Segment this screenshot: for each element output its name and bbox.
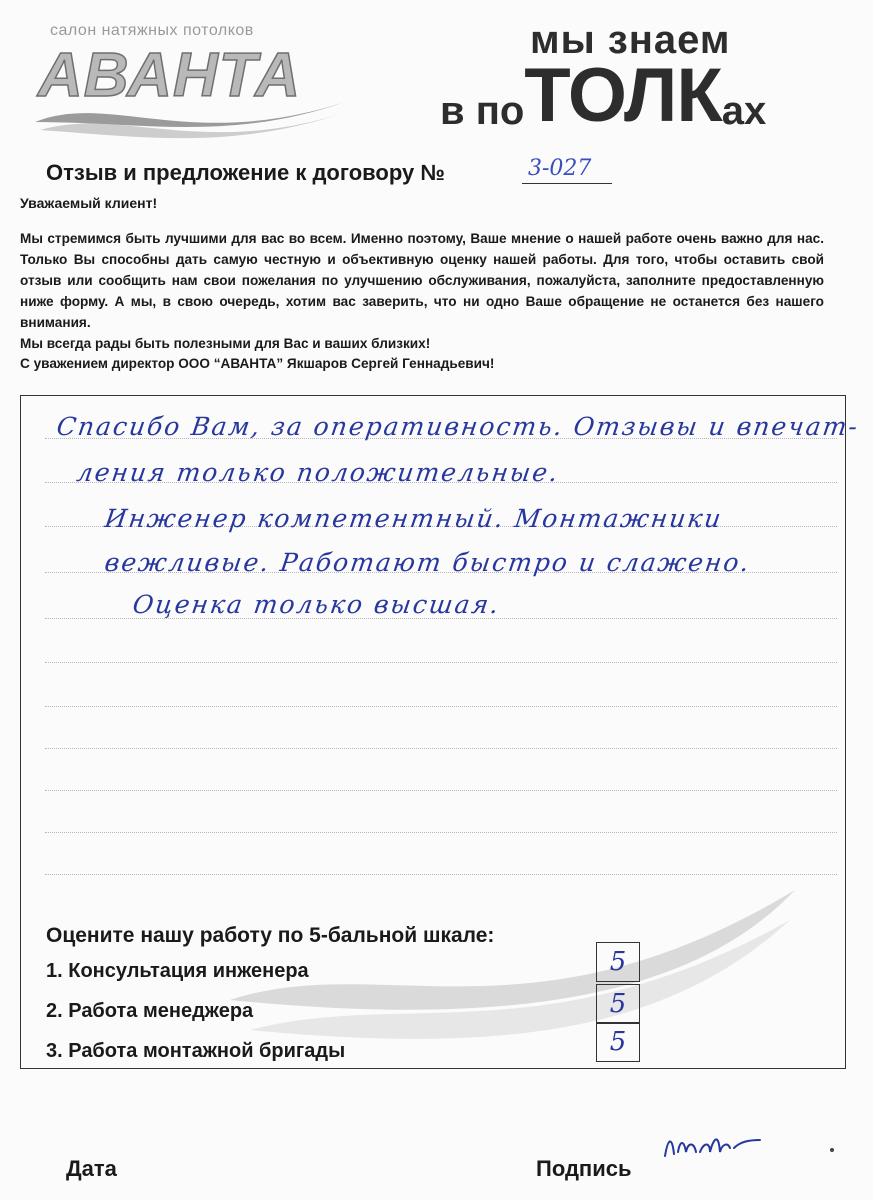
handwritten-line: Инженер компетентный. Монтажники	[102, 504, 725, 533]
intro-paragraph: Мы стремимся быть лучшими для вас во всем. Именно поэтому, Ваше мнение о нашей работе очень важно для нас. Только Вы способны дать самую честную и объективную оценку нашей работы. Для того, чтобы оставить свой отзыв или сообщить нам свои пожелания по улучшению обслуживания, пожалуйста, заполните предоставленную ниже форму. А мы, в свою очередь, хотим вас заверить, что ни одно Ваше обращение не останется без нашего внимания.	[20, 231, 824, 330]
handwritten-line: Спасибо Вам, за оперативность. Отзывы и впечат-	[54, 412, 862, 441]
watermark-swoosh-icon	[230, 880, 800, 1050]
handwritten-line: вежливые. Работают быстро и слажено.	[102, 548, 753, 577]
slogan-post: ах	[721, 89, 767, 133]
contract-number-field[interactable]: 3-027	[522, 156, 612, 184]
rating-score: 5	[609, 1027, 627, 1057]
ruled-line	[45, 748, 837, 749]
ruled-line	[45, 790, 837, 791]
date-label: Дата	[66, 1156, 117, 1181]
rating-score: 5	[609, 989, 627, 1019]
slogan	[440, 18, 820, 138]
rating-score-box[interactable]	[596, 942, 640, 982]
logo-swoosh-icon	[30, 82, 350, 142]
intro-paragraph: Мы всегда рады быть полезными для Вас и ваших близких!	[20, 336, 431, 351]
greeting: Уважаемый клиент!	[20, 195, 158, 211]
logo-tagline: салон натяжных потолков	[50, 22, 254, 39]
handwritten-signature-icon	[660, 1118, 770, 1168]
ruled-line	[45, 662, 837, 663]
intro-text	[20, 228, 824, 354]
rating-item-label: 3. Работа монтажной бригады	[46, 1040, 346, 1062]
slogan-pre: в по	[440, 89, 525, 133]
rating-score-box[interactable]	[596, 1022, 640, 1062]
stray-mark	[830, 1148, 834, 1152]
director-signature-line: С уважением директор ООО “АВАНТА” Якшаров Сергей Геннадьевич!	[20, 356, 495, 371]
slogan-line-1: мы знаем	[530, 18, 731, 62]
handwritten-line: Оценка только высшая.	[130, 590, 503, 619]
rating-item-label: 2. Работа менеджера	[46, 1000, 254, 1022]
ruled-line	[45, 706, 837, 707]
slogan-big: ТОЛК	[524, 53, 722, 138]
ruled-line	[45, 874, 837, 875]
company-logo: АВАНТА	[38, 41, 302, 110]
rating-item-label: 1. Консультация инженера	[46, 960, 309, 982]
rating-title: Оцените нашу работу по 5-бальной шкале:	[46, 924, 495, 947]
rating-score: 5	[609, 947, 627, 977]
signature-label: Подпись	[536, 1156, 632, 1181]
ruled-line	[45, 832, 837, 833]
slogan-line-2	[440, 53, 767, 138]
rating-score-box[interactable]	[596, 984, 640, 1024]
handwritten-line: ления только положительные.	[74, 458, 562, 487]
form-title: Отзыв и предложение к договору №	[46, 160, 445, 185]
